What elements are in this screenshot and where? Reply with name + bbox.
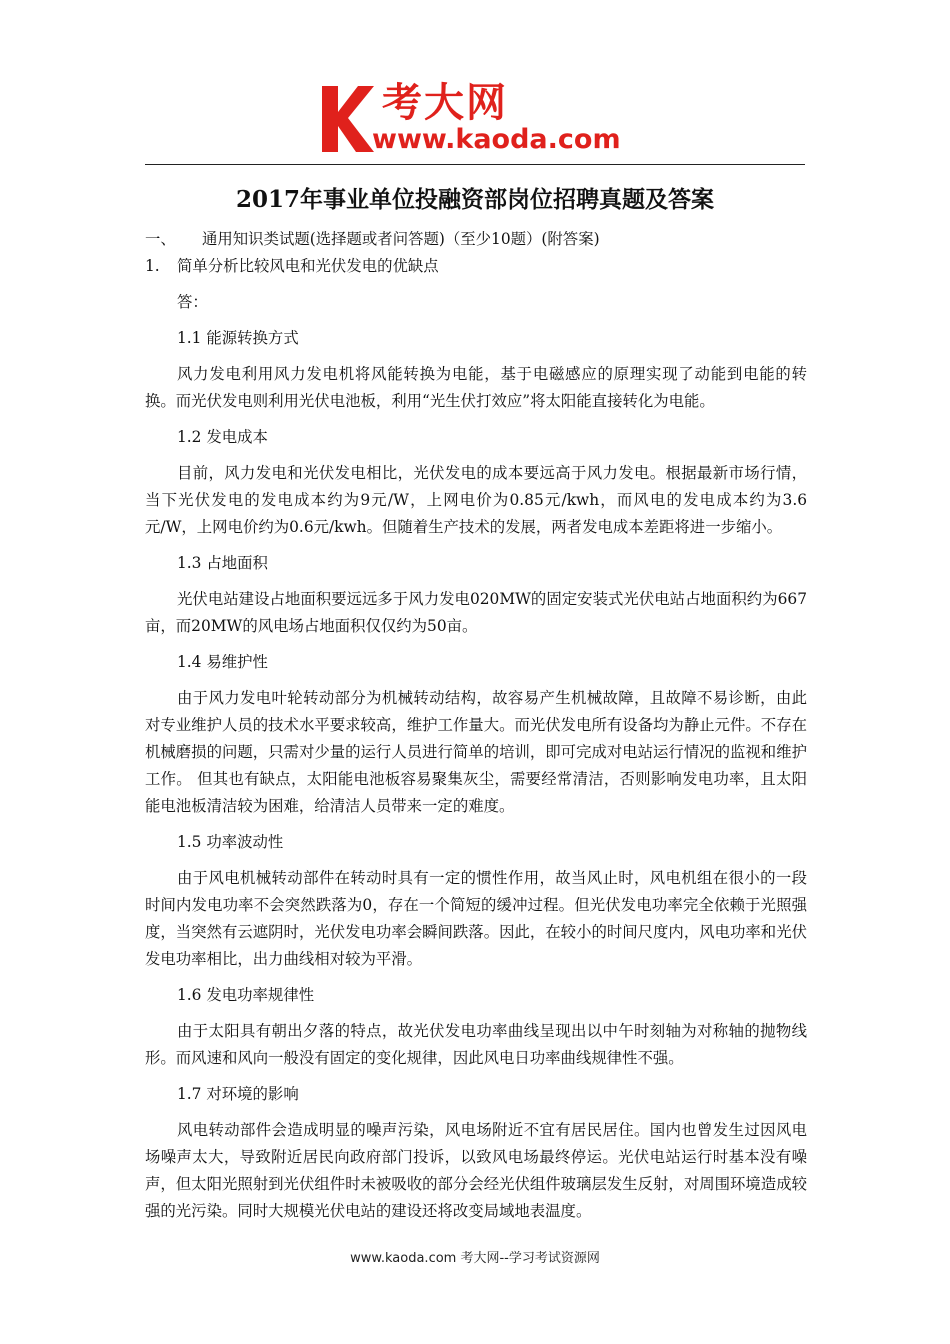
subsection-heading: 1.7 对环境的影响 [177, 1085, 299, 1103]
answer-label: 答： [177, 293, 208, 311]
document-title: 2017年事业单位投融资部岗位招聘真题及答案 [235, 186, 714, 213]
logo-chinese-name: 考大网 [382, 80, 508, 126]
subsection-heading: 1.2 发电成本 [177, 428, 268, 446]
subsection-heading: 1.6 发电功率规律性 [177, 986, 315, 1004]
header-divider [145, 164, 805, 165]
subsection-heading: 1.1 能源转换方式 [177, 329, 299, 347]
subsection-body: 由于风电机械转动部件在转动时具有一定的惯性作用，故当风止时，风电机组在很小的一段时间内发电功率不会突然跌落为0，存在一个简短的缓冲过程。但光伏发电功率完全依赖于光照强度，当突然有云遮阴时，光伏发电功率会瞬间跌落。因此，在较小的时间尺度内，风电功率和光伏发电功率相比，出力曲线相对较为平滑。 [145, 869, 807, 968]
subsection-body: 光伏电站建设占地面积要远远多于风力发电020MW的固定安装式光伏电站占地面积约为667亩，而20MW的风电场占地面积仅仅约为50亩。 [145, 590, 807, 635]
subsection-heading: 1.5 功率波动性 [177, 833, 284, 851]
subsection-body: 由于太阳具有朝出夕落的特点，故光伏发电功率曲线呈现出以中午时刻轴为对称轴的抛物线形。而风速和风向一般没有固定的变化规律，因此风电日功率曲线规律性不强。 [145, 1022, 807, 1067]
subsection-body: 风电转动部件会造成明显的噪声污染，风电场附近不宜有居民居住。国内也曾发生过因风电场噪声太大，导致附近居民向政府部门投诉，以致风电场最终停运。光伏电站运行时基本没有噪声，但太阳光照射到光伏组件时未被吸收的部分会经光伏组件玻璃层发生反射，对周围环境造成较强的光污染。同时大规模光伏电站的建设还将改变局域地表温度。 [145, 1121, 807, 1220]
section-number: 一、 [145, 230, 176, 248]
subsection-heading: 1.3 占地面积 [177, 554, 268, 572]
k-logo-icon [318, 82, 376, 154]
subsection-body: 风力发电利用风力发电机将风能转换为电能，基于电磁感应的原理实现了动能到电能的转换。而光伏发电则利用光伏电池板，利用“光生伏打效应”将太阳能直接转化为电能。 [145, 365, 807, 410]
subsection-heading: 1.4 易维护性 [177, 653, 268, 671]
page-footer: www.kaoda.com 考大网--学习考试资源网 [350, 1251, 600, 1266]
question-heading [145, 253, 807, 281]
logo-url: www.kaoda.com [372, 124, 621, 155]
subsection-body: 目前，风力发电和光伏发电相比，光伏发电的成本要远高于风力发电。根据最新市场行情，当下光伏发电的发电成本约为9元/W，上网电价为0.85元/kwh，而风电的发电成本约为3.6元/W，上网电价约为0.6元/kwh。但随着生产技术的发展，两者发电成本差距将进一步缩小。 [145, 464, 807, 536]
document-body [145, 226, 807, 1225]
question-number: 1. [145, 257, 160, 275]
section-heading [145, 226, 807, 253]
section-text: 通用知识类试题(选择题或者问答题)（至少10题）(附答案) [202, 230, 600, 248]
question-text: 简单分析比较风电和光伏发电的优缺点 [177, 257, 439, 275]
subsection-body: 由于风力发电叶轮转动部分为机械转动结构，故容易产生机械故障，且故障不易诊断，由此对专业维护人员的技术水平要求较高，维护工作量大。而光伏发电所有设备均为静止元件。不存在机械磨损的问题，只需对少量的运行人员进行简单的培训，即可完成对电站运行情况的监视和维护工作。 但其也有缺点，太阳能电池板容易聚集灰尘，需要经常清洁，否则影响发电功率，且太阳能电池板清洁较为困难，给清洁人员带来一定的难度。 [145, 689, 807, 815]
kaoda-logo [318, 80, 648, 160]
